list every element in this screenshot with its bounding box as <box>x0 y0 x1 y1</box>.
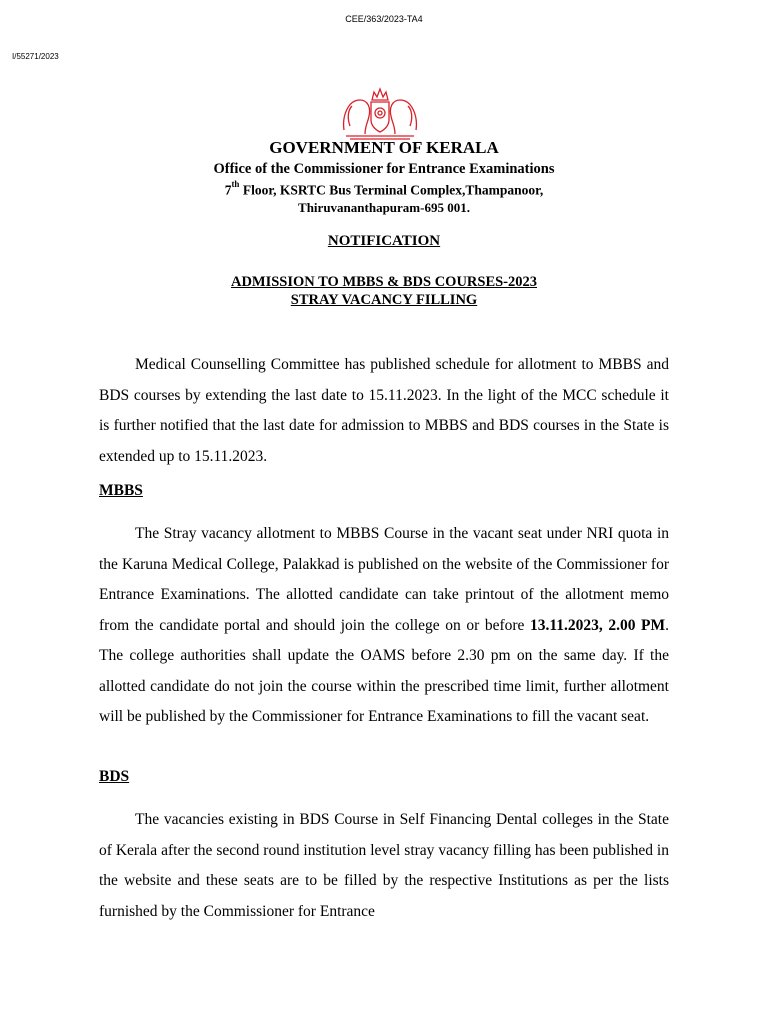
mbbs-text-after: . The college authorities shall update the OAMS before 2.30 pm on the same day. If the allotted candidate do not join the course within the prescribed time limit, further allotment will be published by the Commissioner for Entrance Examinations to fill the vacant seat. <box>99 616 669 725</box>
bds-heading: BDS <box>99 768 130 785</box>
file-number: I/55271/2023 <box>12 52 59 61</box>
address-line-2: Thiruvananthapuram-695 001. <box>298 200 470 215</box>
subject-line-2: STRAY VACANCY FILLING <box>290 292 478 308</box>
subject-line-1: ADMISSION TO MBBS & BDS COURSES-2023 <box>230 274 538 290</box>
notification-title: NOTIFICATION <box>327 233 441 249</box>
document-reference: CEE/363/2023-TA4 <box>345 14 423 24</box>
mbbs-paragraph <box>99 519 669 733</box>
address-line-1-rest: Floor, KSRTC Bus Terminal Complex,Thampanoor, <box>239 182 544 198</box>
office-name: Office of the Commissioner for Entrance Examinations <box>213 161 555 177</box>
floor-number: 7 <box>224 182 232 198</box>
address-line-1 <box>0 181 768 199</box>
intro-paragraph: Medical Counselling Committee has published schedule for allotment to MBBS and BDS courses by extending the last date to 15.11.2023. In the light of the MCC schedule it is further notified that the last date for admission to MBBS and BDS courses in the State is extended up to 15.11.2023. <box>99 356 669 465</box>
kerala-emblem-icon <box>338 86 422 142</box>
government-title: GOVERNMENT OF KERALA <box>269 138 499 157</box>
bds-paragraph: The vacancies existing in BDS Course in Self Financing Dental colleges in the State of Kerala after the second round institution level stray vacancy filling has been published in the website and these seats are to be filled by the respective Institutions as per the lists furnished by the Commissioner for Entrance <box>99 811 669 920</box>
mbbs-text-before: The Stray vacancy allotment to MBBS Course in the vacant seat under NRI quota in the Karuna Medical College, Palakkad is published on the website of the Commissioner for Entrance Examinations. The allotted candidate can take printout of the allotment memo from the candidate portal and should join the college on or before <box>99 525 669 634</box>
floor-suffix: th <box>231 179 240 189</box>
mbbs-heading: MBBS <box>99 482 143 499</box>
mbbs-deadline: 13.11.2023, 2.00 PM <box>529 616 666 634</box>
